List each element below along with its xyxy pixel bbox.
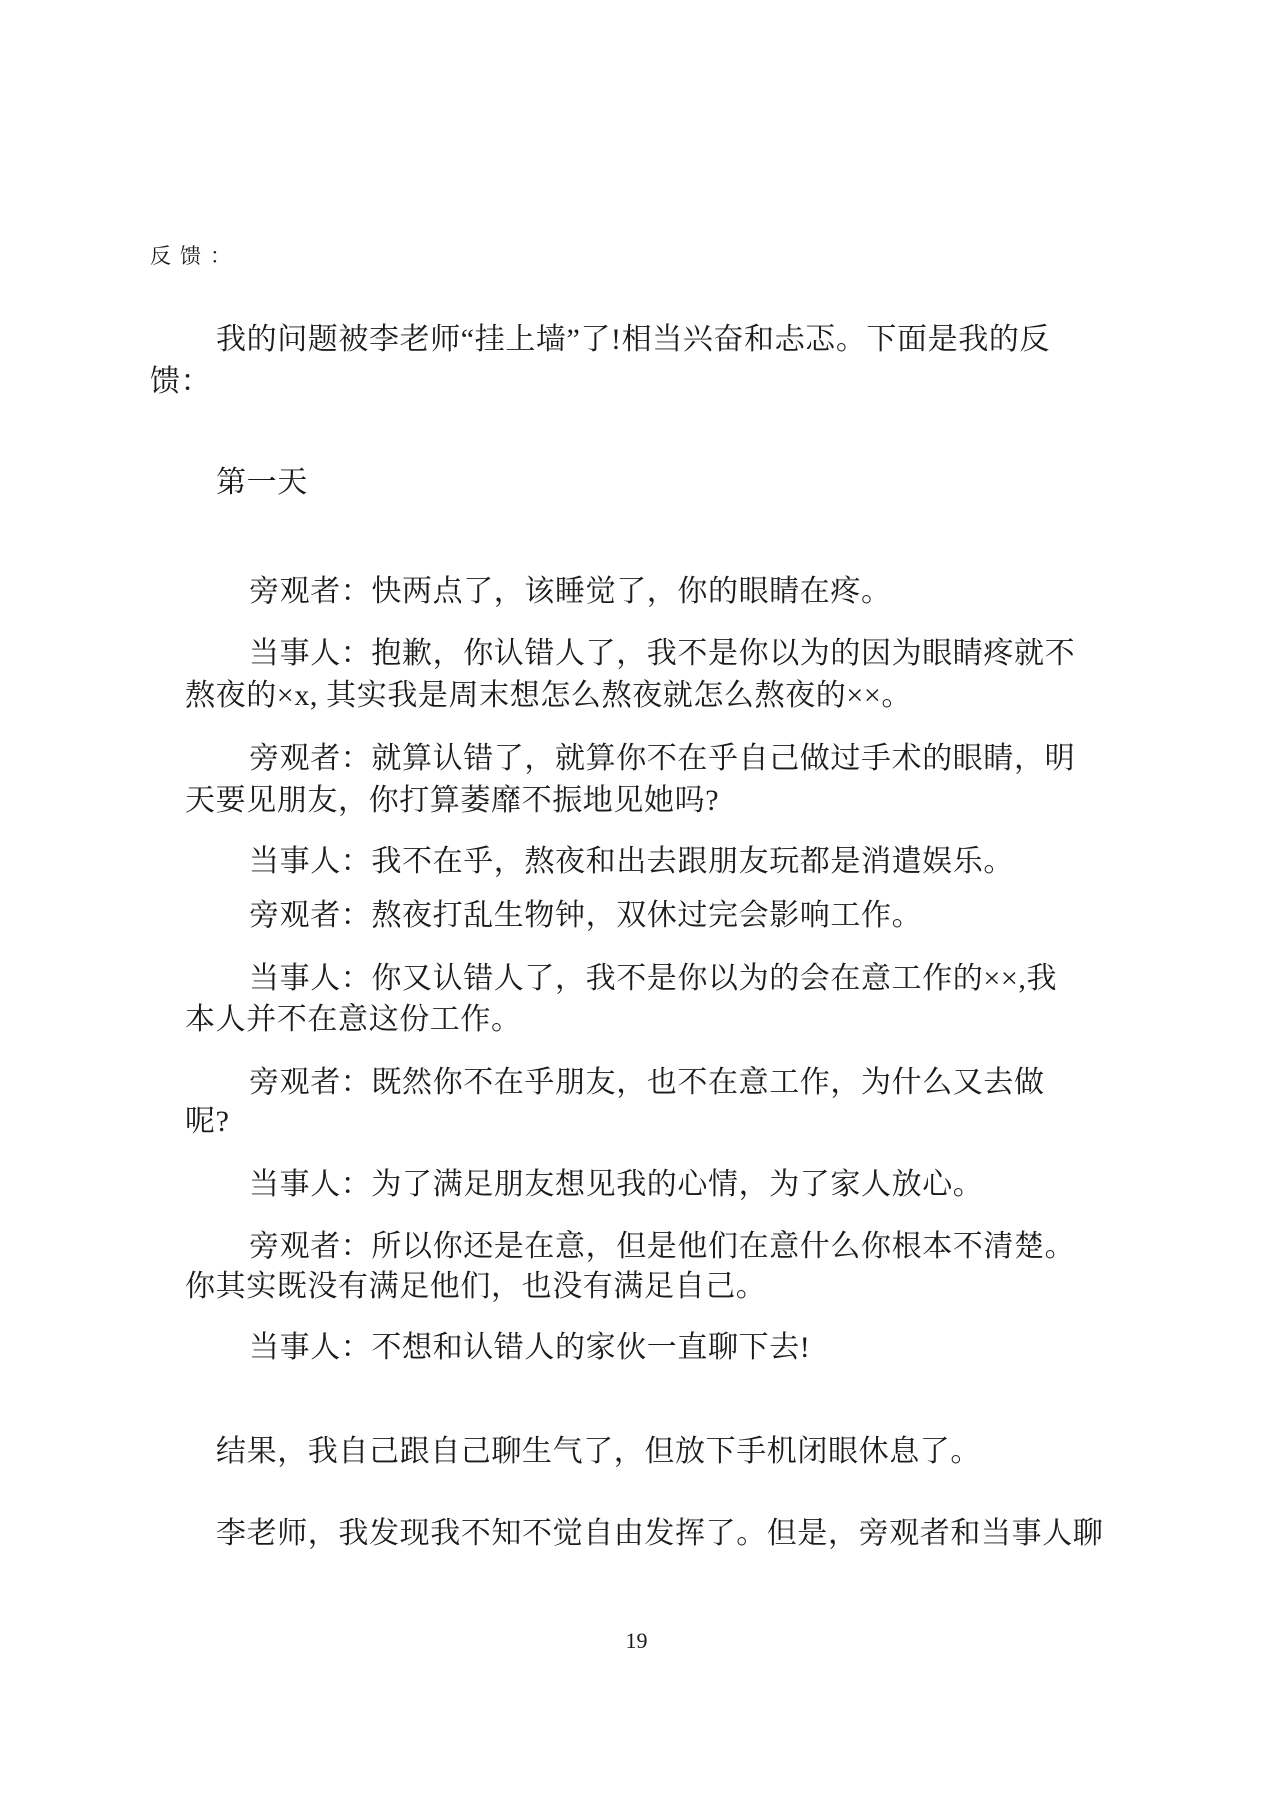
dialogue-line: 你其实既没有满足他们，也没有满足自己。 [185,1270,767,1303]
dialogue-line: 旁观者：既然你不在乎朋友，也不在意工作，为什么又去做 [249,1066,1045,1099]
closing-paragraph: 李老师，我发现我不知不觉自由发挥了。但是，旁观者和当事人聊 [216,1517,1104,1550]
day-title: 第一天 [216,466,308,499]
dialogue-line: 天要见朋友，你打算萎靡不振地见她吗? [185,784,720,817]
dialogue-line: 本人并不在意这份工作。 [185,1003,522,1036]
conclusion-paragraph: 结果，我自己跟自己聊生气了，但放下手机闭眼休息了。 [216,1435,981,1468]
dialogue-line: 当事人：不想和认错人的家伙一直聊下去! [249,1331,811,1364]
dialogue-line: 旁观者：就算认错了，就算你不在乎自己做过手术的眼睛，明 [249,742,1076,775]
dialogue-line: 熬夜的×x, 其实我是周末想怎么熬夜就怎么熬夜的××。 [185,679,912,712]
dialogue-line: 当事人：我不在乎，熬夜和出去跟朋友玩都是消遣娱乐。 [249,845,1014,878]
dialogue-line: 当事人：你又认错人了，我不是你以为的会在意工作的××,我 [249,962,1058,995]
dialogue-line: 当事人：为了满足朋友想见我的心情，为了家人放心。 [249,1168,984,1201]
intro-line: 馈： [150,365,212,398]
dialogue-line: 旁观者：熬夜打乱生物钟，双休过完会影响工作。 [249,899,923,932]
intro-line: 我的问题被李老师“挂上墙”了!相当兴奋和忐忑。下面是我的反 [216,323,1051,356]
dialogue-line: 呢? [185,1105,230,1138]
dialogue-line: 当事人：抱歉，你认错人了，我不是你以为的因为眼睛疼就不 [249,637,1076,670]
feedback-heading: 反馈： [150,244,240,268]
dialogue-line: 旁观者：所以你还是在意，但是他们在意什么你根本不清楚。 [249,1230,1076,1263]
page-number: 19 [625,1628,648,1653]
dialogue-line: 旁观者：快两点了，该睡觉了，你的眼睛在疼。 [249,575,892,608]
